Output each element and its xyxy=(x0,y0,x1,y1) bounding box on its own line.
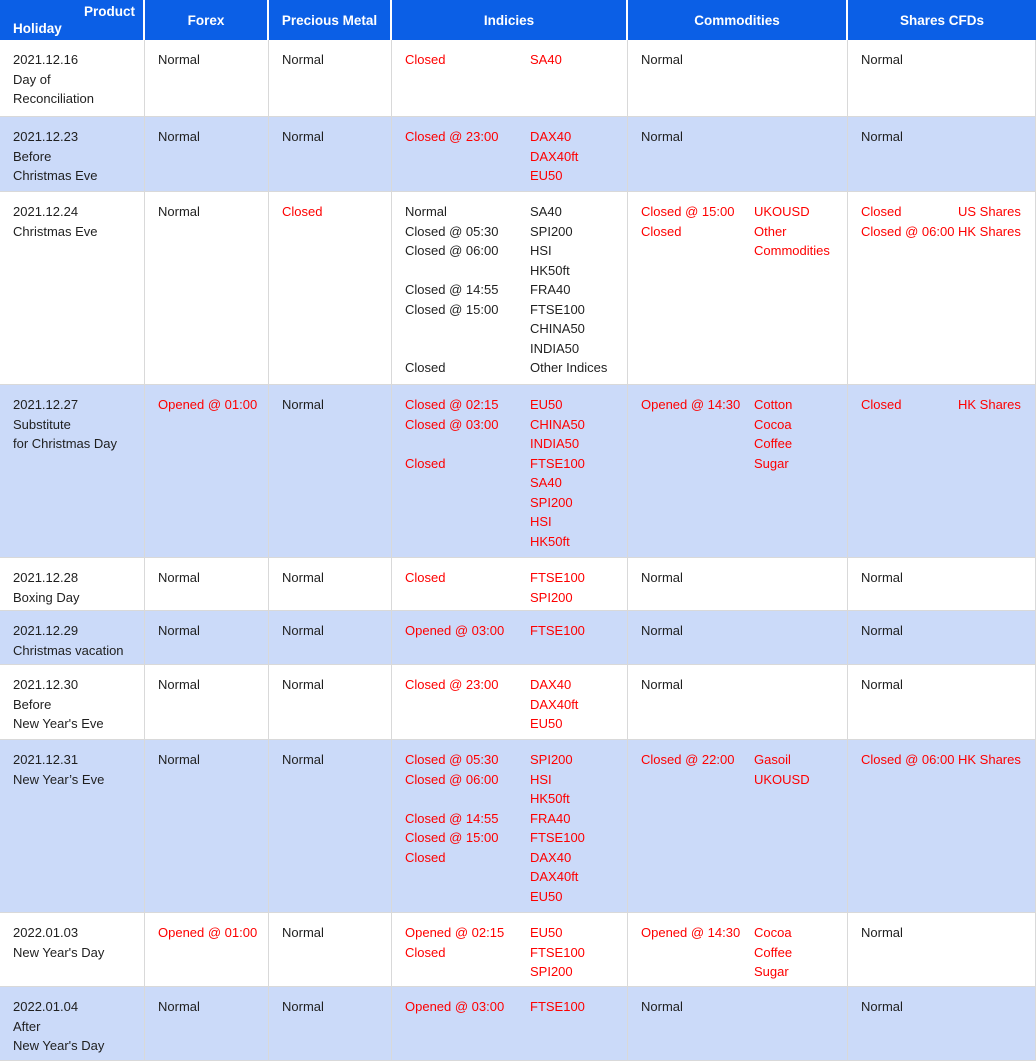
status-line: Closed xyxy=(641,223,682,239)
table-row xyxy=(0,117,1036,192)
product-line: Sugar xyxy=(754,964,789,979)
product-line: Other Indices xyxy=(530,360,608,375)
products-column xyxy=(754,395,843,473)
status-column xyxy=(405,395,530,473)
product-line: HK Shares xyxy=(958,223,1021,239)
status-column xyxy=(158,127,200,147)
shares-cfds-cell xyxy=(848,611,1036,664)
status-line: Closed @ 15:00 xyxy=(641,204,735,219)
status-line: Closed @ 15:00 xyxy=(405,301,499,317)
status-line: Closed xyxy=(405,944,446,960)
indicies-cell xyxy=(392,558,628,610)
holiday-date: 2021.12.28 xyxy=(13,570,79,585)
holiday-date: 2021.12.16 xyxy=(13,52,79,67)
product-line: HSI xyxy=(530,514,552,529)
product-line: Cocoa xyxy=(754,925,792,940)
header-col-forex: Forex xyxy=(145,0,269,40)
indicies-cell xyxy=(392,40,628,116)
product-line: DAX40ft xyxy=(530,696,579,712)
status-column xyxy=(282,568,324,588)
product-line: HK Shares xyxy=(958,752,1021,767)
status-column xyxy=(282,50,324,70)
status-column xyxy=(158,621,200,641)
commodities-cell xyxy=(628,117,848,191)
shares-cfds-cell xyxy=(848,192,1036,384)
status-line: Normal xyxy=(158,999,200,1014)
forex-cell xyxy=(145,913,269,986)
status-line: Closed @ 02:15 xyxy=(405,397,499,412)
precious-metal-cell xyxy=(269,558,392,610)
product-line: HK50ft xyxy=(530,262,570,278)
status-line: Normal xyxy=(641,129,683,144)
holiday-cell xyxy=(0,987,145,1060)
status-line: Opened @ 01:00 xyxy=(158,925,258,940)
status-line: Normal xyxy=(282,925,324,940)
status-column xyxy=(405,923,530,962)
status-line: Normal xyxy=(158,623,200,638)
products-column xyxy=(530,923,623,982)
status-line: Normal xyxy=(282,999,324,1014)
header-product-label: Product xyxy=(83,4,135,19)
product-line: INDIA50 xyxy=(530,340,580,356)
holiday-date: 2021.12.30 xyxy=(13,677,79,692)
product-line: SPI200 xyxy=(530,589,573,605)
status-line: Closed xyxy=(405,570,446,585)
status-line: Normal xyxy=(861,129,903,144)
status-column xyxy=(158,395,257,415)
shares-cfds-cell xyxy=(848,385,1036,557)
product-line: DAX40ft xyxy=(530,869,579,884)
product-line: FTSE100 xyxy=(530,455,585,471)
product-line: Cocoa xyxy=(754,416,792,432)
status-line: Closed @ 06:00 xyxy=(405,243,499,258)
status-column xyxy=(282,997,324,1017)
product-line: Gasoil xyxy=(754,752,791,767)
holiday-name: for Christmas Day xyxy=(13,436,118,451)
status-column xyxy=(861,395,958,415)
products-column xyxy=(958,395,1031,415)
status-line: Normal xyxy=(861,999,903,1014)
product-line: SA40 xyxy=(530,204,562,219)
product-line: Commodities xyxy=(754,243,830,258)
table-row xyxy=(0,40,1036,117)
holiday-name: Boxing Day xyxy=(13,589,80,605)
status-column xyxy=(158,997,200,1017)
status-line: Normal xyxy=(158,570,200,585)
holiday-date: 2021.12.24 xyxy=(13,204,79,219)
status-column xyxy=(282,395,324,415)
forex-cell xyxy=(145,665,269,739)
status-line: Normal xyxy=(282,52,324,67)
holiday-name: Reconciliation xyxy=(13,91,94,106)
status-column xyxy=(641,127,754,147)
product-line: DAX40 xyxy=(530,849,572,865)
status-line: Closed @ 06:00 xyxy=(405,771,499,787)
status-line: Opened @ 01:00 xyxy=(158,397,258,412)
status-line xyxy=(405,261,530,281)
product-line: UKOUSD xyxy=(754,771,810,787)
indicies-cell xyxy=(392,192,628,384)
indicies-cell xyxy=(392,117,628,191)
holiday-cell xyxy=(0,117,145,191)
status-line: Closed @ 15:00 xyxy=(405,830,499,845)
indicies-cell xyxy=(392,740,628,912)
forex-cell xyxy=(145,740,269,912)
table-row xyxy=(0,611,1036,665)
precious-metal-cell xyxy=(269,740,392,912)
commodities-cell xyxy=(628,987,848,1060)
status-line: Closed @ 23:00 xyxy=(405,677,499,692)
status-column xyxy=(861,127,958,147)
precious-metal-cell xyxy=(269,987,392,1060)
products-column xyxy=(754,750,843,789)
table-row xyxy=(0,913,1036,987)
status-column xyxy=(282,675,324,695)
products-column xyxy=(530,50,623,70)
holiday-cell xyxy=(0,385,145,557)
product-line: HSI xyxy=(530,771,552,787)
product-line: SPI200 xyxy=(530,223,573,239)
status-line: Normal xyxy=(282,752,324,767)
status-column xyxy=(641,923,754,943)
product-line: Cotton xyxy=(754,397,793,412)
status-line: Normal xyxy=(282,397,324,412)
product-line: INDIA50 xyxy=(530,436,580,451)
status-column xyxy=(641,202,754,241)
forex-cell xyxy=(145,40,269,116)
product-line: Other xyxy=(754,223,787,239)
status-line: Normal xyxy=(282,570,324,585)
forex-cell xyxy=(145,385,269,557)
status-column xyxy=(641,750,754,770)
table-row xyxy=(0,665,1036,740)
product-line: CHINA50 xyxy=(530,321,585,336)
status-column xyxy=(405,621,530,641)
status-line: Normal xyxy=(641,623,683,638)
status-line: Opened @ 03:00 xyxy=(405,999,505,1014)
products-column xyxy=(530,621,623,641)
status-line: Closed xyxy=(405,455,446,471)
status-column xyxy=(158,923,257,943)
table-row xyxy=(0,558,1036,611)
product-line: DAX40 xyxy=(530,677,572,692)
status-line: Normal xyxy=(861,52,903,67)
precious-metal-cell xyxy=(269,665,392,739)
product-line: SPI200 xyxy=(530,964,573,979)
holiday-cell xyxy=(0,740,145,912)
product-line: FRA40 xyxy=(530,282,571,297)
status-line: Normal xyxy=(282,677,324,692)
header-corner-cell xyxy=(0,0,145,40)
status-line: Closed @ 14:55 xyxy=(405,810,499,826)
precious-metal-cell xyxy=(269,385,392,557)
status-line: Closed @ 22:00 xyxy=(641,752,735,767)
status-column xyxy=(861,202,958,241)
product-line: HK50ft xyxy=(530,791,570,806)
shares-cfds-cell xyxy=(848,740,1036,912)
holiday-date: 2021.12.23 xyxy=(13,129,79,144)
status-column xyxy=(405,202,530,378)
holiday-cell xyxy=(0,611,145,664)
holiday-name: New Year's Day xyxy=(13,944,105,960)
forex-cell xyxy=(145,558,269,610)
products-column xyxy=(754,923,843,982)
product-line: UKOUSD xyxy=(754,204,810,219)
holiday-cell xyxy=(0,913,145,986)
status-line: Normal xyxy=(282,623,324,638)
status-line: Normal xyxy=(641,570,683,585)
products-column xyxy=(530,395,623,551)
indicies-cell xyxy=(392,385,628,557)
header-col-indicies: Indicies xyxy=(392,0,628,40)
status-column xyxy=(405,997,530,1017)
shares-cfds-cell xyxy=(848,987,1036,1060)
holiday-cell xyxy=(0,40,145,116)
status-line: Closed xyxy=(405,849,446,865)
status-line xyxy=(405,434,530,454)
forex-cell xyxy=(145,611,269,664)
indicies-cell xyxy=(392,611,628,664)
status-column xyxy=(405,568,530,588)
status-column xyxy=(641,568,754,588)
status-column xyxy=(405,127,530,147)
status-line xyxy=(405,789,530,809)
status-column xyxy=(282,923,324,943)
precious-metal-cell xyxy=(269,117,392,191)
commodities-cell xyxy=(628,740,848,912)
holiday-date: 2022.01.03 xyxy=(13,925,79,940)
shares-cfds-cell xyxy=(848,665,1036,739)
product-line: FTSE100 xyxy=(530,999,585,1014)
holiday-date: 2021.12.31 xyxy=(13,752,79,767)
holiday-name: Before xyxy=(13,696,52,712)
product-line: Sugar xyxy=(754,455,789,471)
status-column xyxy=(158,568,200,588)
commodities-cell xyxy=(628,913,848,986)
status-line xyxy=(405,339,530,359)
header-col-commodities: Commodities xyxy=(628,0,848,40)
status-line: Closed xyxy=(405,360,446,375)
holiday-name: New Year’s Eve xyxy=(13,771,105,787)
product-line: HK Shares xyxy=(958,397,1021,412)
product-line: FTSE100 xyxy=(530,570,585,585)
status-column xyxy=(282,127,324,147)
holiday-name: Before xyxy=(13,148,52,164)
precious-metal-cell xyxy=(269,40,392,116)
indicies-cell xyxy=(392,987,628,1060)
holiday-name: New Year's Day xyxy=(13,1038,105,1053)
products-column xyxy=(530,202,623,378)
product-line: FTSE100 xyxy=(530,623,585,638)
indicies-cell xyxy=(392,665,628,739)
status-line: Closed xyxy=(405,52,446,67)
status-line: Closed xyxy=(861,397,902,412)
products-column xyxy=(530,568,623,607)
forex-cell xyxy=(145,987,269,1060)
holiday-name: New Year's Eve xyxy=(13,716,104,731)
products-column xyxy=(754,202,843,261)
status-line: Normal xyxy=(158,752,200,767)
status-column xyxy=(861,621,958,641)
products-column xyxy=(530,127,623,186)
product-line: EU50 xyxy=(530,716,563,731)
status-column xyxy=(641,50,754,70)
status-column xyxy=(405,750,530,867)
status-line xyxy=(405,319,530,339)
commodities-cell xyxy=(628,611,848,664)
holiday-date: 2022.01.04 xyxy=(13,999,79,1014)
product-line: EU50 xyxy=(530,397,563,412)
status-line: Closed @ 03:00 xyxy=(405,416,499,432)
product-line: FTSE100 xyxy=(530,830,585,845)
product-line: EU50 xyxy=(530,168,563,183)
status-column xyxy=(158,675,200,695)
status-line: Normal xyxy=(641,999,683,1014)
status-line: Normal xyxy=(282,129,324,144)
precious-metal-cell xyxy=(269,913,392,986)
product-line: SPI200 xyxy=(530,752,573,767)
shares-cfds-cell xyxy=(848,40,1036,116)
commodities-cell xyxy=(628,665,848,739)
status-line: Closed @ 23:00 xyxy=(405,129,499,144)
product-line: EU50 xyxy=(530,925,563,940)
status-column xyxy=(641,395,754,415)
header-col-shares-cfds: Shares CFDs xyxy=(848,0,1036,40)
status-column xyxy=(641,621,754,641)
status-column xyxy=(282,750,324,770)
product-line: FTSE100 xyxy=(530,301,585,317)
status-column xyxy=(158,50,200,70)
commodities-cell xyxy=(628,192,848,384)
status-line: Closed @ 14:55 xyxy=(405,282,499,297)
table-row xyxy=(0,192,1036,385)
product-line: Coffee xyxy=(754,944,793,960)
status-line: Normal xyxy=(861,623,903,638)
status-column xyxy=(405,675,530,695)
product-line: SA40 xyxy=(530,52,562,67)
shares-cfds-cell xyxy=(848,913,1036,986)
product-line: SA40 xyxy=(530,475,562,490)
holiday-cell xyxy=(0,665,145,739)
commodities-cell xyxy=(628,385,848,557)
product-line: US Shares xyxy=(958,204,1021,219)
product-line: DAX40 xyxy=(530,129,572,144)
holiday-date: 2021.12.29 xyxy=(13,623,79,638)
status-line: Closed xyxy=(282,204,323,219)
product-line: HK50ft xyxy=(530,533,570,549)
table-row xyxy=(0,385,1036,558)
table-row xyxy=(0,740,1036,913)
status-line: Normal xyxy=(641,677,683,692)
status-line: Normal xyxy=(158,204,200,219)
products-column xyxy=(530,750,623,906)
product-line: DAX40ft xyxy=(530,148,579,164)
shares-cfds-cell xyxy=(848,558,1036,610)
holiday-cell xyxy=(0,192,145,384)
header-holiday-label: Holiday xyxy=(13,21,62,36)
status-line: Normal xyxy=(405,204,447,219)
product-line: EU50 xyxy=(530,888,563,904)
status-column xyxy=(158,202,200,222)
forex-cell xyxy=(145,192,269,384)
status-column xyxy=(282,202,322,222)
holiday-name: Day of xyxy=(13,71,51,87)
status-line: Normal xyxy=(158,52,200,67)
status-line: Closed @ 05:30 xyxy=(405,223,499,239)
status-line: Opened @ 03:00 xyxy=(405,623,505,638)
status-column xyxy=(861,923,958,943)
status-line: Opened @ 02:15 xyxy=(405,925,505,940)
status-line: Normal xyxy=(158,129,200,144)
status-column xyxy=(641,675,754,695)
status-line: Closed xyxy=(861,204,902,219)
status-line: Opened @ 14:30 xyxy=(641,397,741,412)
status-column xyxy=(861,675,958,695)
products-column xyxy=(530,675,623,734)
product-line: FTSE100 xyxy=(530,944,585,960)
holiday-name: After xyxy=(13,1018,41,1034)
products-column xyxy=(958,202,1031,241)
status-column xyxy=(282,621,324,641)
status-column xyxy=(405,50,530,70)
status-line: Closed @ 05:30 xyxy=(405,752,499,767)
holiday-name: Substitute xyxy=(13,416,71,432)
status-column xyxy=(861,50,958,70)
status-line: Normal xyxy=(861,570,903,585)
holiday-cell xyxy=(0,558,145,610)
product-line: SPI200 xyxy=(530,494,573,510)
table-row xyxy=(0,987,1036,1061)
status-column xyxy=(861,568,958,588)
holiday-name: Christmas Eve xyxy=(13,223,98,239)
status-column xyxy=(861,750,958,770)
status-line: Normal xyxy=(641,52,683,67)
product-line: FRA40 xyxy=(530,810,571,826)
header-col-precious-metal: Precious Metal xyxy=(269,0,392,40)
status-line: Closed @ 06:00 xyxy=(861,223,955,239)
product-line: CHINA50 xyxy=(530,416,585,432)
status-line: Closed @ 06:00 xyxy=(861,752,955,767)
table-header xyxy=(0,0,1036,40)
status-column xyxy=(861,997,958,1017)
product-line: Coffee xyxy=(754,436,793,451)
commodities-cell xyxy=(628,40,848,116)
status-line: Normal xyxy=(861,677,903,692)
status-line: Opened @ 14:30 xyxy=(641,925,741,940)
status-line: Normal xyxy=(861,925,903,940)
commodities-cell xyxy=(628,558,848,610)
precious-metal-cell xyxy=(269,611,392,664)
products-column xyxy=(530,997,623,1017)
status-line: Normal xyxy=(158,677,200,692)
precious-metal-cell xyxy=(269,192,392,384)
status-column xyxy=(158,750,200,770)
holiday-name: Christmas vacation xyxy=(13,642,124,658)
indicies-cell xyxy=(392,913,628,986)
products-column xyxy=(958,750,1031,770)
product-line: HSI xyxy=(530,243,552,258)
shares-cfds-cell xyxy=(848,117,1036,191)
table-body xyxy=(0,40,1036,1061)
forex-cell xyxy=(145,117,269,191)
holiday-date: 2021.12.27 xyxy=(13,397,79,412)
status-column xyxy=(641,997,754,1017)
holiday-name: Christmas Eve xyxy=(13,168,98,183)
